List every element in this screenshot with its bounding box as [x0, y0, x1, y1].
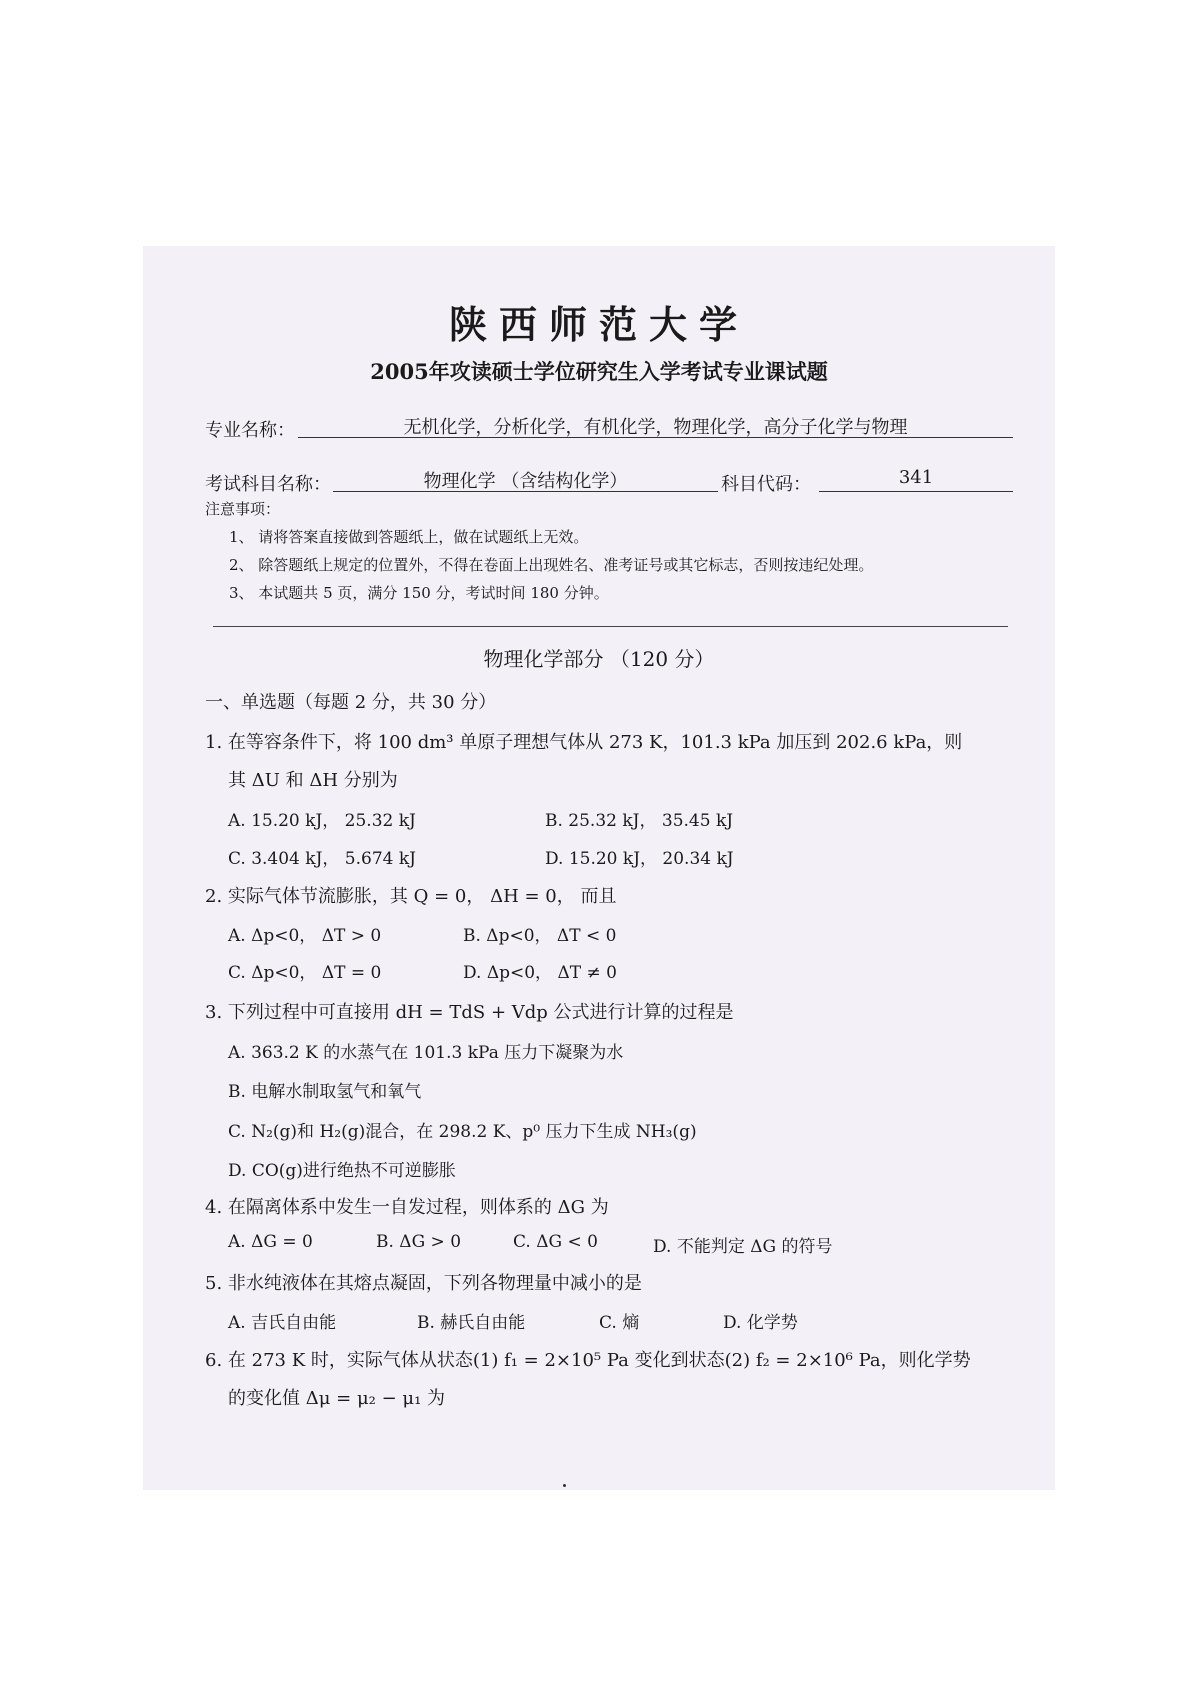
note-item: 2、 除答题纸上规定的位置外，不得在卷面上出现姓名、准考证号或其它标志，否则按违纪处理。: [229, 556, 874, 574]
option-c: C. 3.404 kJ， 5.674 kJ: [228, 849, 416, 869]
option-c: C. ΔG < 0: [513, 1232, 598, 1252]
subject-value: 物理化学 （含结构化学）: [333, 467, 718, 492]
subject-label: 考试科目名称：: [205, 474, 331, 495]
option-b: B. Δp<0， ΔT < 0: [463, 926, 617, 946]
option-b: B. 25.32 kJ， 35.45 kJ: [545, 811, 734, 831]
option-a: A. 363.2 K 的水蒸气在 101.3 kPa 压力下凝聚为水: [228, 1043, 624, 1063]
option-b: B. ΔG > 0: [376, 1232, 462, 1252]
question-stem: 4. 在隔离体系中发生一自发过程，则体系的 ΔG 为: [205, 1197, 609, 1218]
section-title: 物理化学部分 （120 分）: [483, 647, 715, 671]
option-a: A. Δp<0， ΔT > 0: [228, 926, 382, 946]
question-stem: 的变化值 Δμ = μ₂ − μ₁ 为: [228, 1388, 446, 1409]
question-stem: 6. 在 273 K 时，实际气体从状态(1) f₁ = 2×10⁵ Pa 变化到状态(2) f₂ = 2×10⁶ Pa，则化学势: [205, 1350, 971, 1371]
exam-title: 2005年攻读硕士学位研究生入学考试专业课试题: [370, 359, 828, 384]
option-d: D. 15.20 kJ， 20.34 kJ: [545, 849, 734, 869]
option-c: C. N₂(g)和 H₂(g)混合，在 298.2 K、p⁰ 压力下生成 NH₃(g): [228, 1122, 697, 1142]
question-stem: 5. 非水纯液体在其熔点凝固，下列各物理量中减小的是: [205, 1273, 642, 1294]
part-heading: 一、单选题（每题 2 分，共 30 分）: [205, 692, 497, 713]
university-title: 陕西师范大学: [448, 302, 749, 347]
code-value: 341: [819, 467, 1013, 492]
code-label: 科目代码：: [721, 474, 811, 495]
note-item: 3、 本试题共 5 页，满分 150 分，考试时间 180 分钟。: [229, 584, 609, 602]
option-d: D. CO(g)进行绝热不可逆膨胀: [228, 1161, 456, 1181]
speck: [563, 1484, 566, 1487]
option-a: A. 15.20 kJ， 25.32 kJ: [228, 811, 416, 831]
option-d: D. 化学势: [723, 1313, 798, 1333]
question-stem: 3. 下列过程中可直接用 dH = TdS + Vdp 公式进行计算的过程是: [205, 1002, 734, 1023]
option-c: C. 熵: [599, 1313, 640, 1333]
option-c: C. Δp<0， ΔT = 0: [228, 963, 382, 983]
note-item: 1、 请将答案直接做到答题纸上，做在试题纸上无效。: [229, 528, 589, 546]
notes-heading: 注意事项：: [205, 500, 281, 518]
option-a: A. ΔG = 0: [228, 1232, 313, 1252]
option-d: D. Δp<0， ΔT ≠ 0: [463, 963, 617, 983]
question-stem: 其 ΔU 和 ΔH 分别为: [228, 770, 398, 791]
option-d: D. 不能判定 ΔG 的符号: [653, 1237, 833, 1257]
major-label: 专业名称：: [205, 420, 295, 441]
question-stem: 2. 实际气体节流膨胀，其 Q = 0， ΔH = 0， 而且: [205, 886, 617, 907]
option-a: A. 吉氏自由能: [228, 1313, 337, 1333]
exam-sheet: [143, 246, 1055, 1490]
question-stem: 1. 在等容条件下，将 100 dm³ 单原子理想气体从 273 K，101.3 kPa 加压到 202.6 kPa，则: [205, 732, 963, 753]
divider: [213, 626, 1008, 627]
option-b: B. 电解水制取氢气和氧气: [228, 1082, 422, 1102]
option-b: B. 赫氏自由能: [417, 1313, 526, 1333]
major-value: 无机化学，分析化学，有机化学，物理化学，高分子化学与物理: [298, 413, 1013, 438]
